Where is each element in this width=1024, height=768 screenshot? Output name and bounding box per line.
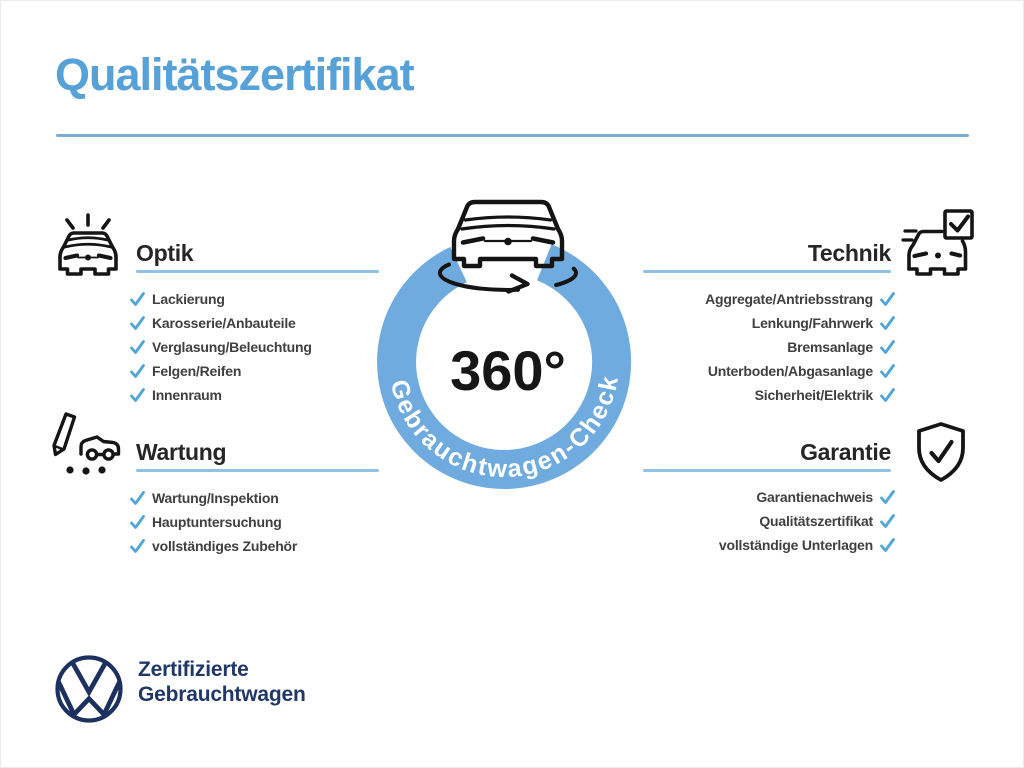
title-divider — [56, 134, 969, 137]
item-label: Unterboden/Abgasanlage — [707, 363, 873, 379]
check-icon — [880, 340, 895, 354]
wartung-list — [130, 486, 297, 558]
item-label: Aggregate/Antriebsstrang — [705, 291, 873, 307]
360-check-graphic — [372, 191, 640, 503]
check-icon — [130, 316, 145, 330]
page-title: Qualitätszertifikat — [55, 49, 414, 100]
list-item — [787, 335, 895, 359]
list-item — [130, 383, 312, 407]
check-icon — [130, 388, 145, 402]
service-checklist-icon — [47, 411, 125, 477]
list-item — [759, 509, 895, 533]
car-checkbox-icon — [901, 207, 975, 281]
list-item — [130, 359, 312, 383]
list-item — [756, 485, 895, 509]
item-label: Felgen/Reifen — [152, 363, 242, 379]
item-label: Bremsanlage — [787, 339, 873, 355]
garantie-underline — [643, 469, 891, 472]
section-title-technik: Technik — [807, 240, 891, 266]
shine-car-icon — [51, 207, 125, 281]
item-label: vollständige Unterlagen — [718, 537, 873, 553]
item-label: Qualitätszertifikat — [759, 513, 873, 529]
section-title-wartung: Wartung — [136, 439, 227, 465]
brand-line-1: Zertifizierte — [138, 658, 249, 681]
brand-claim — [138, 657, 306, 707]
item-label: vollständiges Zubehör — [152, 538, 298, 554]
shield-check-icon — [913, 421, 969, 483]
list-item — [752, 311, 895, 335]
list-item — [719, 533, 895, 557]
list-item — [130, 335, 312, 359]
item-label: Hauptuntersuchung — [152, 514, 282, 530]
section-title-garantie: Garantie — [800, 439, 891, 465]
list-item — [130, 311, 312, 335]
ring-label: Gebrauchtwagen-Check — [384, 372, 625, 484]
item-label: Lackierung — [152, 291, 225, 307]
item-label: Innenraum — [152, 387, 222, 403]
check-icon — [880, 316, 895, 330]
technik-list — [705, 287, 895, 407]
check-icon — [130, 340, 145, 354]
item-label: Wartung/Inspektion — [152, 490, 279, 506]
list-item — [755, 383, 895, 407]
check-icon — [880, 538, 895, 552]
optik-list — [130, 287, 312, 407]
list-item — [705, 287, 895, 311]
wartung-underline — [136, 469, 379, 472]
check-icon — [880, 490, 895, 504]
check-icon — [130, 292, 145, 306]
item-label: Karosserie/Anbauteile — [152, 315, 296, 331]
list-item — [708, 359, 895, 383]
list-item — [130, 510, 297, 534]
technik-underline — [643, 270, 891, 273]
list-item — [130, 287, 312, 311]
optik-underline — [136, 270, 379, 273]
check-icon — [880, 292, 895, 306]
check-icon — [130, 539, 145, 553]
check-icon — [130, 364, 145, 378]
list-item — [130, 486, 297, 510]
item-label: Lenkung/Fahrwerk — [751, 315, 873, 331]
check-icon — [130, 515, 145, 529]
item-label: Garantienachweis — [756, 489, 873, 505]
list-item — [130, 534, 297, 558]
section-title-optik: Optik — [136, 240, 194, 266]
item-label: Sicherheit/Elektrik — [754, 387, 873, 403]
degree-label: 360° — [450, 339, 566, 402]
check-icon — [130, 491, 145, 505]
check-icon — [880, 364, 895, 378]
vw-logo — [53, 653, 125, 725]
brand-line-2: Gebrauchtwagen — [138, 683, 306, 706]
check-icon — [880, 514, 895, 528]
check-icon — [880, 388, 895, 402]
item-label: Verglasung/Beleuchtung — [152, 339, 312, 355]
garantie-list — [719, 485, 895, 557]
